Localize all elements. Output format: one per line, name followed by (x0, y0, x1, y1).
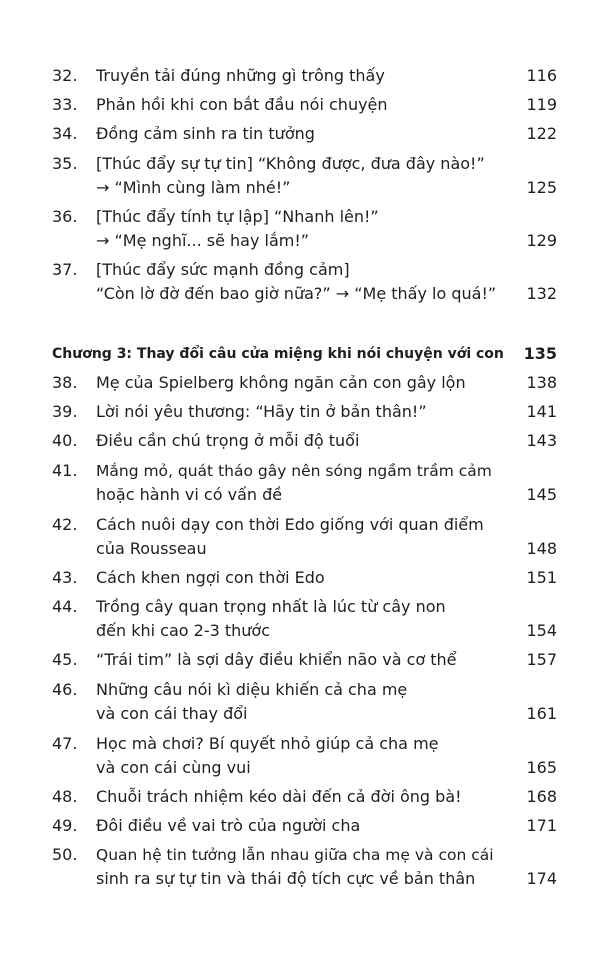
entry-page: 165 (526, 758, 557, 777)
entry-title: Điều cần chú trọng ở mỗi độ tuổi (96, 431, 360, 450)
entry-page: 141 (526, 402, 557, 421)
entry-number: 48. (52, 787, 78, 806)
entry-page: 138 (526, 373, 557, 392)
entry-title-line-2: của Rousseau (96, 539, 207, 558)
entry-number: 34. (52, 124, 78, 143)
entry-page: 145 (526, 485, 557, 504)
entry-page: 148 (526, 539, 557, 558)
entry-title: Phản hồi khi con bắt đầu nói chuyện (96, 95, 388, 114)
entry-page: 168 (526, 787, 557, 806)
entry-title: Mẹ của Spielberg không ngăn cản con gây lộn (96, 373, 466, 392)
entry-page: 125 (526, 178, 557, 197)
entry-page: 154 (526, 621, 557, 640)
entry-title: Những câu nói kì diệu khiến cả cha mẹ (96, 680, 408, 699)
entry-title-line-2: và con cái cùng vui (96, 758, 251, 777)
entry-page: 174 (526, 869, 557, 888)
entry-number: 37. (52, 260, 78, 279)
entry-title-line-2: và con cái thay đổi (96, 704, 248, 723)
entry-title: Đồng cảm sinh ra tin tưởng (96, 124, 315, 143)
entry-title: Lời nói yêu thương: “Hãy tin ở bản thân!” (96, 402, 427, 421)
entry-title-line-2: → “Mẹ nghĩ... sẽ hay lắm!” (96, 231, 310, 250)
entry-title: Cách khen ngợi con thời Edo (96, 568, 325, 587)
entry-page: 116 (526, 66, 557, 85)
entry-title-line-2: sinh ra sự tự tin và thái độ tích cực về bản thân (96, 869, 476, 888)
entry-title: Quan hệ tin tưởng lẫn nhau giữa cha mẹ và con cái (96, 846, 494, 864)
entry-title: [Thúc đẩy tính tự lập] “Nhanh lên!” (96, 207, 379, 226)
entry-page: 151 (526, 568, 557, 587)
entry-title-line-2: “Còn lờ đờ đến bao giờ nữa?” → “Mẹ thấy lo quá!” (96, 284, 497, 303)
entry-page: 143 (526, 431, 557, 450)
entry-page: 129 (526, 231, 557, 250)
entry-title-line-2: đến khi cao 2-3 thước (96, 621, 270, 640)
entry-number: 36. (52, 207, 78, 226)
entry-number: 46. (52, 680, 78, 699)
entry-title: Trồng cây quan trọng nhất là lúc từ cây non (96, 597, 446, 616)
entry-title: Học mà chơi? Bí quyết nhỏ giúp cả cha mẹ (96, 734, 439, 753)
entry-title: Chuỗi trách nhiệm kéo dài đến cả đời ông bà! (96, 787, 462, 806)
entry-title: Đôi điều về vai trò của người cha (96, 816, 361, 835)
entry-title-line-2: → “Mình cùng làm nhé!” (96, 178, 291, 197)
entry-number: 43. (52, 568, 78, 587)
chapter-page: 135 (523, 344, 557, 363)
entry-page: 119 (526, 95, 557, 114)
entry-number: 49. (52, 816, 78, 835)
entry-title: “Trái tim” là sợi dây điều khiển não và cơ thể (96, 650, 457, 669)
entry-number: 39. (52, 402, 78, 421)
entry-title-line-2: hoặc hành vi có vấn đề (96, 485, 283, 504)
entry-number: 50. (52, 845, 78, 864)
entry-page: 161 (526, 704, 557, 723)
entry-page: 171 (526, 816, 557, 835)
entry-title: Cách nuôi dạy con thời Edo giống với quan điểm (96, 515, 484, 534)
entry-title: Truyền tải đúng những gì trông thấy (96, 66, 385, 85)
entry-number: 33. (52, 95, 78, 114)
entry-number: 38. (52, 373, 78, 392)
entry-number: 42. (52, 515, 78, 534)
entry-number: 44. (52, 597, 78, 616)
entry-number: 45. (52, 650, 78, 669)
entry-title: [Thúc đẩy sức mạnh đồng cảm] (96, 260, 350, 279)
entry-title: [Thúc đẩy sự tự tin] “Không được, đưa đây nào!” (96, 154, 485, 173)
entry-number: 41. (52, 461, 78, 480)
entry-number: 32. (52, 66, 78, 85)
entry-number: 35. (52, 154, 78, 173)
entry-number: 47. (52, 734, 78, 753)
entry-number: 40. (52, 431, 78, 450)
entry-title: Mắng mỏ, quát tháo gây nên sóng ngầm trầm cảm (96, 462, 492, 480)
entry-page: 132 (526, 284, 557, 303)
entry-page: 157 (526, 650, 557, 669)
entry-page: 122 (526, 124, 557, 143)
chapter-title: Chương 3: Thay đổi câu cửa miệng khi nói chuyện với con (52, 346, 504, 362)
